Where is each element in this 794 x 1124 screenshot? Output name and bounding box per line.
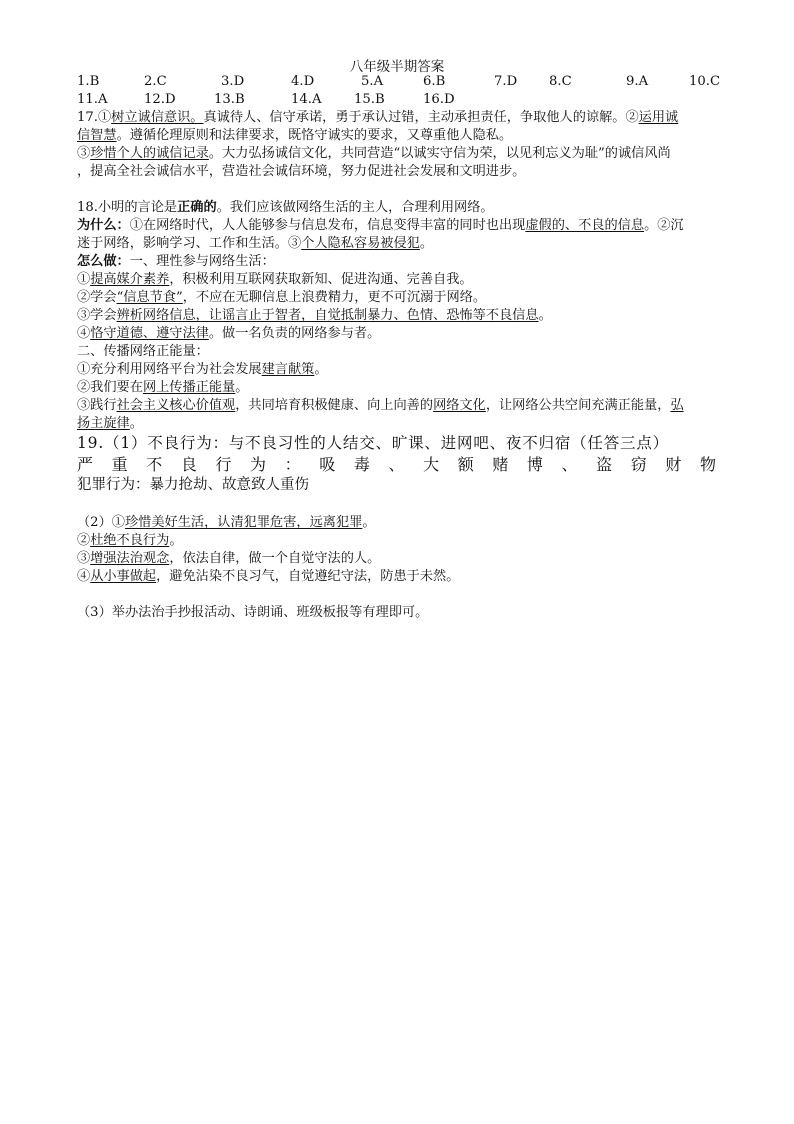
q17-text: 真诚待人、信守承诺，勇于承认过错，主动承担责任，争取他人的谅解。② xyxy=(203,110,639,125)
q18-line-3 xyxy=(77,235,433,253)
q18-line-13 xyxy=(77,415,143,433)
q18-verdict: 正确的 xyxy=(177,200,217,215)
q18-key-point: 辨析网络信息，让谣言止于智者，自觉抵制暴力、色情、恐怖等不良信息 xyxy=(116,308,539,323)
q18-line-4 xyxy=(77,253,275,271)
q18-text: ②我们要在 xyxy=(77,380,143,395)
q18-key-point: 扬主旋律 xyxy=(77,416,130,431)
q19-key-point: 从小事做起 xyxy=(90,569,157,584)
page-title: 八年级半期答案 xyxy=(349,59,445,75)
q19-line-3: 犯罪行为：暴力抢劫、故意致人重伤 xyxy=(77,477,309,493)
q19-char: 不 xyxy=(146,455,164,474)
q18-text: ① xyxy=(77,272,91,287)
q19-char: 行 xyxy=(215,455,233,474)
q18-line-9: 二、传播网络正能量： xyxy=(77,344,209,359)
q19-key-point: 珍惜美好生活，认清犯罪危害，远离犯罪 xyxy=(124,515,363,530)
q18-line-11 xyxy=(77,379,248,397)
q19-text: 。 xyxy=(169,533,183,548)
q18-text: 迷于网络，影响学习、工作和生活。③ xyxy=(77,236,302,251)
q18-text: 。②沉 xyxy=(644,218,684,233)
q18-text: ①在网络时代，人人能够参与信息发布，信息变得丰富的同时也出现 xyxy=(129,218,526,233)
q17-line-2 xyxy=(77,127,512,145)
q19-char: 博 xyxy=(526,455,544,474)
q18-text: 18.小明的言论是 xyxy=(77,200,178,215)
q19-char: 为 xyxy=(250,455,268,474)
q18-key-point: 社会主义核心价值观 xyxy=(116,398,236,413)
q18-heading-how: 怎么做： xyxy=(77,254,130,269)
q17-line-1 xyxy=(77,109,678,127)
q17-key-point: 运用诚 xyxy=(638,110,679,125)
q19-text: （2）① xyxy=(77,515,125,530)
q19-key-point: 增强法治观念 xyxy=(90,551,170,566)
q19-text: ④ xyxy=(77,569,91,584)
q18-text: 。做一名负责的网络参与者。 xyxy=(208,326,381,341)
answer-item: 8.C xyxy=(549,74,572,89)
q18-text: 。 xyxy=(235,380,249,395)
q19-char: 、 xyxy=(561,455,579,474)
q18-text: ④ xyxy=(77,326,91,341)
q19-part3-line: （3）举办法治手抄报活动、诗朗诵、班级板报等有理即可。 xyxy=(77,605,429,620)
q19-text: ② xyxy=(77,533,91,548)
q17-line-4: ，提高全社会诚信水平，营造社会诚信环境，努力促进社会发展和文明进步。 xyxy=(77,164,526,179)
q18-text: ②学会 xyxy=(77,290,117,305)
q18-text: ，积极利用互联网获取新知、促进沟通、完善自我。 xyxy=(169,272,473,287)
q19-char: 窃 xyxy=(630,455,648,474)
answer-item: 4.D xyxy=(291,74,315,89)
q18-key-point: 网络文化 xyxy=(433,398,486,413)
answer-item: 10.C xyxy=(689,74,721,89)
q18-line-8 xyxy=(77,325,380,343)
q19-char: 吸 xyxy=(319,455,337,474)
q18-line-5 xyxy=(77,271,473,289)
q18-text: 。我们应该做网络生活的主人，合理利用网络。 xyxy=(216,200,494,215)
q17-text: 17.① xyxy=(77,110,112,125)
answer-item: 3.D xyxy=(221,74,245,89)
answer-item: 7.D xyxy=(494,74,518,89)
q18-line-12 xyxy=(77,397,684,415)
answer-item: 6.B xyxy=(423,74,446,89)
q19-part2-line-4 xyxy=(77,568,459,586)
q19-part2-line-3 xyxy=(77,550,380,568)
q19-char: 、 xyxy=(388,455,406,474)
q17-key-point: 珍惜个人的诚信记录 xyxy=(90,146,209,161)
answer-item: 9.A xyxy=(626,74,649,89)
q19-char: 毒 xyxy=(353,455,371,474)
q19-char: 物 xyxy=(699,455,717,474)
q19-char: 严 xyxy=(77,455,95,474)
q18-key-point: 虚假的、不良的信息 xyxy=(525,218,645,233)
q17-key-point: 树立诚信意识。 xyxy=(111,110,204,125)
q19-part2-line-1 xyxy=(77,514,376,532)
q19-char: 财 xyxy=(665,455,683,474)
q19-text: ③ xyxy=(77,551,91,566)
answer-item: 1.B xyxy=(77,74,100,89)
answer-item: 14.A xyxy=(291,92,322,107)
answer-item: 13.B xyxy=(214,92,245,107)
q19-part2-line-2 xyxy=(77,532,183,550)
answer-item: 2.C xyxy=(144,74,167,89)
q18-line-6 xyxy=(77,289,486,307)
q18-key-point: 个人隐私容易被侵犯 xyxy=(301,236,420,251)
q18-key-point: 建言献策 xyxy=(261,362,315,377)
q19-text: 。 xyxy=(362,515,376,530)
q18-text: 。 xyxy=(314,362,328,377)
q19-char: 赌 xyxy=(492,455,510,474)
q18-text: 一、理性参与网络生活： xyxy=(129,254,275,269)
q18-text: ③学会 xyxy=(77,308,117,323)
q17-text: ③ xyxy=(77,146,91,161)
q18-line-1 xyxy=(77,199,494,217)
q18-key-point: 提高媒介素养 xyxy=(90,272,170,287)
q18-key-point: 弘 xyxy=(670,398,684,413)
q18-text: 。 xyxy=(419,236,434,251)
q19-text: ，依法自律，做一个自觉守法的人。 xyxy=(169,551,381,566)
q17-text: 。遵循伦理原则和法律要求，既恪守诚实的要求，又尊重他人隐私。 xyxy=(116,128,513,143)
q17-key-point: 信智慧 xyxy=(77,128,117,143)
answer-item: 15.B xyxy=(354,92,385,107)
answer-item: 16.D xyxy=(423,92,455,107)
q18-text: 。 xyxy=(538,308,552,323)
q18-heading-why: 为什么： xyxy=(77,218,130,233)
q19-char: 良 xyxy=(180,455,198,474)
q18-line-7 xyxy=(77,307,552,325)
q19-char: 重 xyxy=(111,455,129,474)
q18-text: ①充分利用网络平台为社会发展 xyxy=(77,362,262,377)
answer-item: 5.A xyxy=(361,74,384,89)
q18-text: ，让网络公共空间充满正能量， xyxy=(485,398,671,413)
q19-char: ： xyxy=(284,455,302,474)
q18-text: ③践行 xyxy=(77,398,117,413)
q19-char: 额 xyxy=(457,455,475,474)
q18-key-point: “信息节食” xyxy=(116,290,183,305)
q18-text: 。 xyxy=(129,416,143,431)
answer-item: 11.A xyxy=(77,92,108,107)
q19-char: 大 xyxy=(423,455,441,474)
q17-line-3 xyxy=(77,145,671,163)
q17-text: 。大力弘扬诚信文化，共同营造“以诚实守信为荣，以见利忘义为耻”的诚信风尚 xyxy=(208,146,671,161)
q18-text: ，共同培育积极健康、向上向善的 xyxy=(235,398,434,413)
q18-text: ，不应在无聊信息上浪费精力，更不可沉溺于网络。 xyxy=(182,290,487,305)
q18-key-point: 恪守道德、遵守法律 xyxy=(90,326,209,341)
q19-line-1: 19.（1）不良行为：与不良习性的人结交、旷课、进网吧、夜不归宿（任答三点） xyxy=(77,434,669,452)
q18-line-2 xyxy=(77,217,684,235)
q18-line-10 xyxy=(77,361,328,379)
q19-line-2 xyxy=(77,454,717,475)
answer-item: 12.D xyxy=(144,92,176,107)
q19-char: 盗 xyxy=(596,455,614,474)
q19-key-point: 杜绝不良行为 xyxy=(90,533,170,548)
q18-key-point: 网上传播正能量 xyxy=(142,380,236,395)
q19-text: ，避免沾染不良习气，自觉遵纪守法，防患于未然。 xyxy=(156,569,460,584)
